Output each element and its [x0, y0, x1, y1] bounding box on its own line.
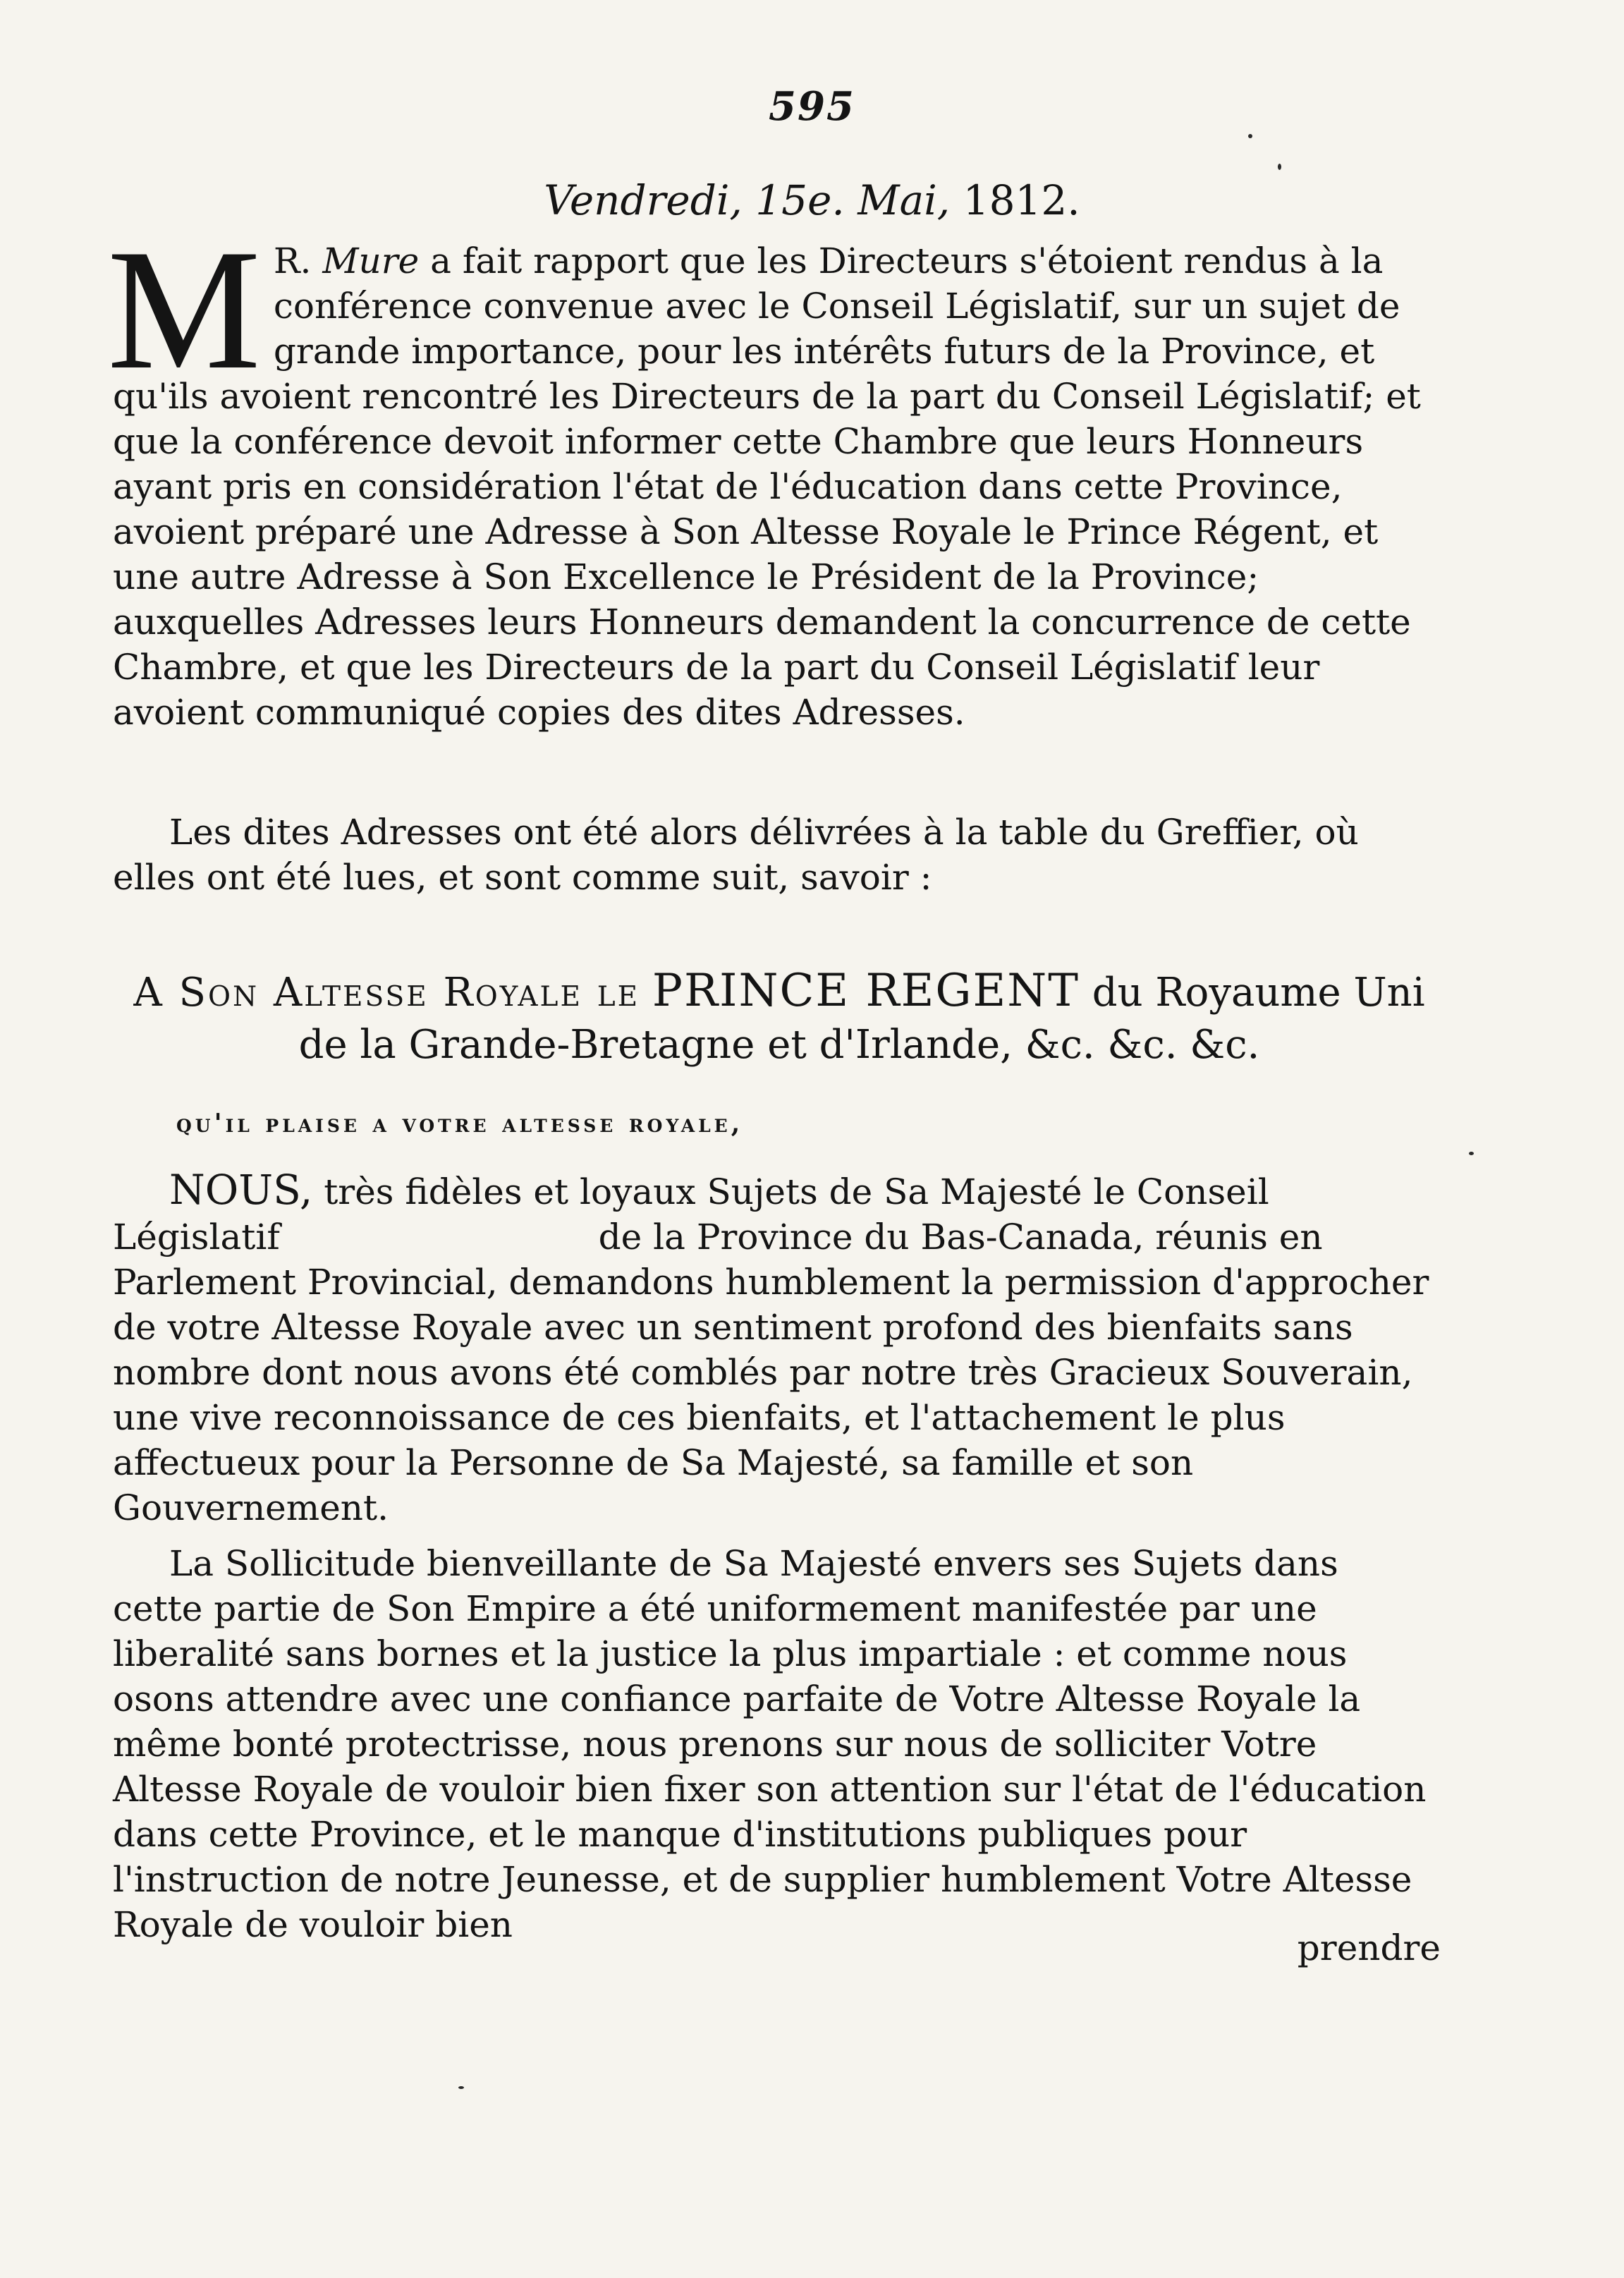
paper-speck: [458, 2086, 464, 2089]
address-title-line-1: [113, 965, 1446, 1019]
paragraph-delivery-text: Les dites Adresses ont été alors délivrées à la table du Greffier, où elles ont été lues, et sont comme suit, savoir :: [113, 812, 1359, 898]
paper-speck: [1278, 164, 1281, 170]
opening-word: NOUS,: [169, 1166, 313, 1214]
address-title-prefix: A Son Altesse Royale le: [133, 970, 640, 1016]
member-name: Mure: [322, 240, 420, 281]
paper-speck: [1248, 134, 1252, 138]
paragraph-address-opening-part-b: de la Province du Bas-Canada, réunis en Parlement Provincial, demandons humblement la permission d'approcher de votre Altesse Royale avec un sentiment profond des bienfaits sans nombre dont nous avons été comblés par notre très Gracieux Souverain, une vive reconnoissance de ces bienfaits, et l'attachement le plus affectueux pour la Personne de Sa Majesté, sa famille et son Gouvernement.: [113, 1217, 1429, 1528]
address-title-line-2: de la Grande-Bretagne et d'Irlande, &c. &c. &c.: [298, 1022, 1260, 1068]
paragraph-report-text: [113, 238, 1439, 735]
address-title-suffix: du Royaume Uni: [1092, 970, 1425, 1016]
paragraph-report: [107, 214, 1439, 735]
paragraph-address-opening-text: [113, 1167, 1439, 1530]
paragraph-report-lead: R.: [273, 240, 312, 281]
date-year: 1812.: [963, 176, 1080, 224]
paragraph-delivery: [113, 810, 1439, 900]
drop-cap: M: [107, 214, 261, 405]
paragraph-report-body: a fait rapport que les Directeurs s'étoient rendus à la conférence convenue avec le Conseil Législatif, sur un sujet de grande importance, pour les intérêts futurs de la Province, et qu'ils avoient rencontré les Directeurs de la part du Conseil Législatif; et que la conférence devoit informer cette Chambre que leurs Honneurs ayant pris en considération l'état de l'éducation dans cette Province, avoient préparé une Adresse à Son Altesse Royale le Prince Régent, et une autre Adresse à Son Excellence le Président de la Province; auxquelles Adresses leurs Honneurs demandent la concurrence de cette Chambre, et que les Directeurs de la part du Conseil Législatif leur avoient communiqué copies des dites Adresses.: [113, 240, 1421, 733]
catchword: prendre: [1297, 1927, 1441, 1968]
date-month: Mai,: [857, 176, 951, 224]
paragraph-solicitude-text: La Sollicitude bienveillante de Sa Majesté envers ses Sujets dans cette partie de Son Empire a été uniformement manifestée par une liberalité sans bornes et la justice la plus impartiale : et comme nous osons attendre avec une confiance parfaite de Votre Altesse Royale la même bonté protectrisse, nous prenons sur nous de solliciter Votre Altesse Royale de vouloir bien fixer son attention sur l'état de l'éducation dans cette Province, et le manque d'institutions publiques pour l'instruction de notre Jeunesse, et de supplier humblement Votre Altesse Royale de vouloir bien: [113, 1543, 1427, 1945]
date-weekday: Vendredi,: [544, 176, 743, 224]
salutation: qu'il plaise a votre altesse royale,: [176, 1109, 744, 1138]
date-day: 15e.: [755, 176, 845, 224]
page-number: 595: [769, 83, 855, 130]
paragraph-address-opening: [113, 1167, 1439, 1530]
address-title: [113, 965, 1446, 1071]
address-title-name: PRINCE REGENT: [652, 965, 1080, 1017]
paper-speck: [1469, 1152, 1474, 1155]
paragraph-solicitude: [113, 1541, 1439, 1947]
paragraph-address-opening-part-a: très fidèles et loyaux Sujets de Sa Majesté le Conseil Législatif: [113, 1171, 1269, 1257]
